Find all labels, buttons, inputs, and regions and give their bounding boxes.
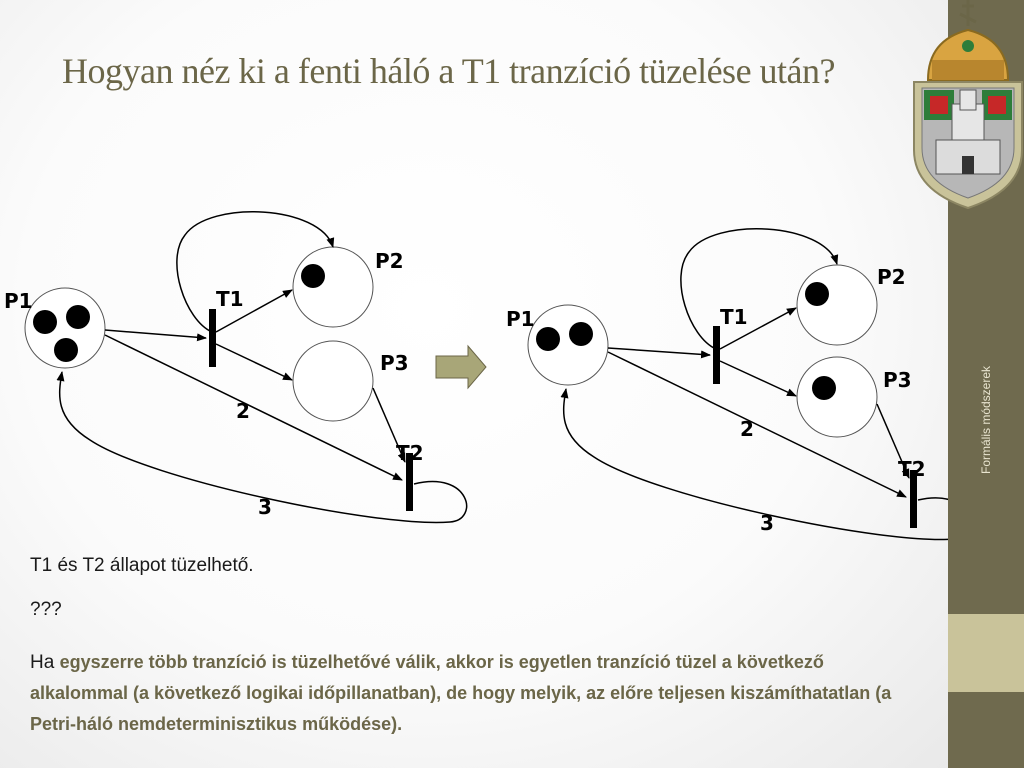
- label-p3: P3: [883, 368, 912, 392]
- token: [66, 305, 90, 329]
- left-net: [4, 212, 467, 523]
- label-p2: P2: [877, 265, 906, 289]
- sidebar-accent-block: [948, 614, 1024, 692]
- question-marks: ???: [30, 599, 62, 620]
- token: [805, 282, 829, 306]
- weight-2: 2: [740, 417, 754, 441]
- petri-net-diagram: [0, 180, 948, 550]
- token: [301, 264, 325, 288]
- tokens-p2: [805, 282, 829, 306]
- token: [54, 338, 78, 362]
- statement-fireable: T1 és T2 állapot tüzelhető.: [30, 555, 254, 576]
- coat-of-arms-icon: [912, 0, 1024, 210]
- right-net: [506, 229, 948, 540]
- tokens-p3: [812, 376, 836, 400]
- explanation-highlight: egyszerre több tranzíció is tüzelhetővé válik, akkor is egyetlen tranzíció tüzel a következő alkalommal (a következő logikai időpillanatban), de hogy melyik, az előre teljesen kiszámíthatatlan (a Petri-háló nemdeterminisztikus működése).: [30, 652, 892, 734]
- token: [33, 310, 57, 334]
- token: [569, 322, 593, 346]
- label-t2: T2: [396, 441, 424, 465]
- tokens-p2: [301, 264, 325, 288]
- transition-t1: [209, 309, 216, 367]
- weight-2: 2: [236, 399, 250, 423]
- label-t1: T1: [216, 287, 244, 311]
- label-p2: P2: [375, 249, 404, 273]
- label-t2: T2: [898, 457, 926, 481]
- label-p1: P1: [506, 307, 535, 331]
- place-p2: [293, 247, 373, 327]
- label-p1: P1: [4, 289, 33, 313]
- weight-3: 3: [760, 511, 774, 535]
- explanation: [30, 647, 910, 740]
- token: [812, 376, 836, 400]
- token: [536, 327, 560, 351]
- place-p3: [797, 357, 877, 437]
- slide-title: Hogyan néz ki a fenti háló a T1 tranzíció tüzelése után?: [62, 51, 835, 91]
- weight-3: 3: [258, 495, 272, 519]
- explanation-prefix: Ha: [30, 652, 55, 673]
- label-p3: P3: [380, 351, 409, 375]
- label-t1: T1: [720, 305, 748, 329]
- place-p2: [797, 265, 877, 345]
- sidebar-label: Formális módszerek: [979, 365, 993, 475]
- transition-t1: [713, 326, 720, 384]
- place-p3: [293, 341, 373, 421]
- transition-arrow-icon: [436, 346, 486, 388]
